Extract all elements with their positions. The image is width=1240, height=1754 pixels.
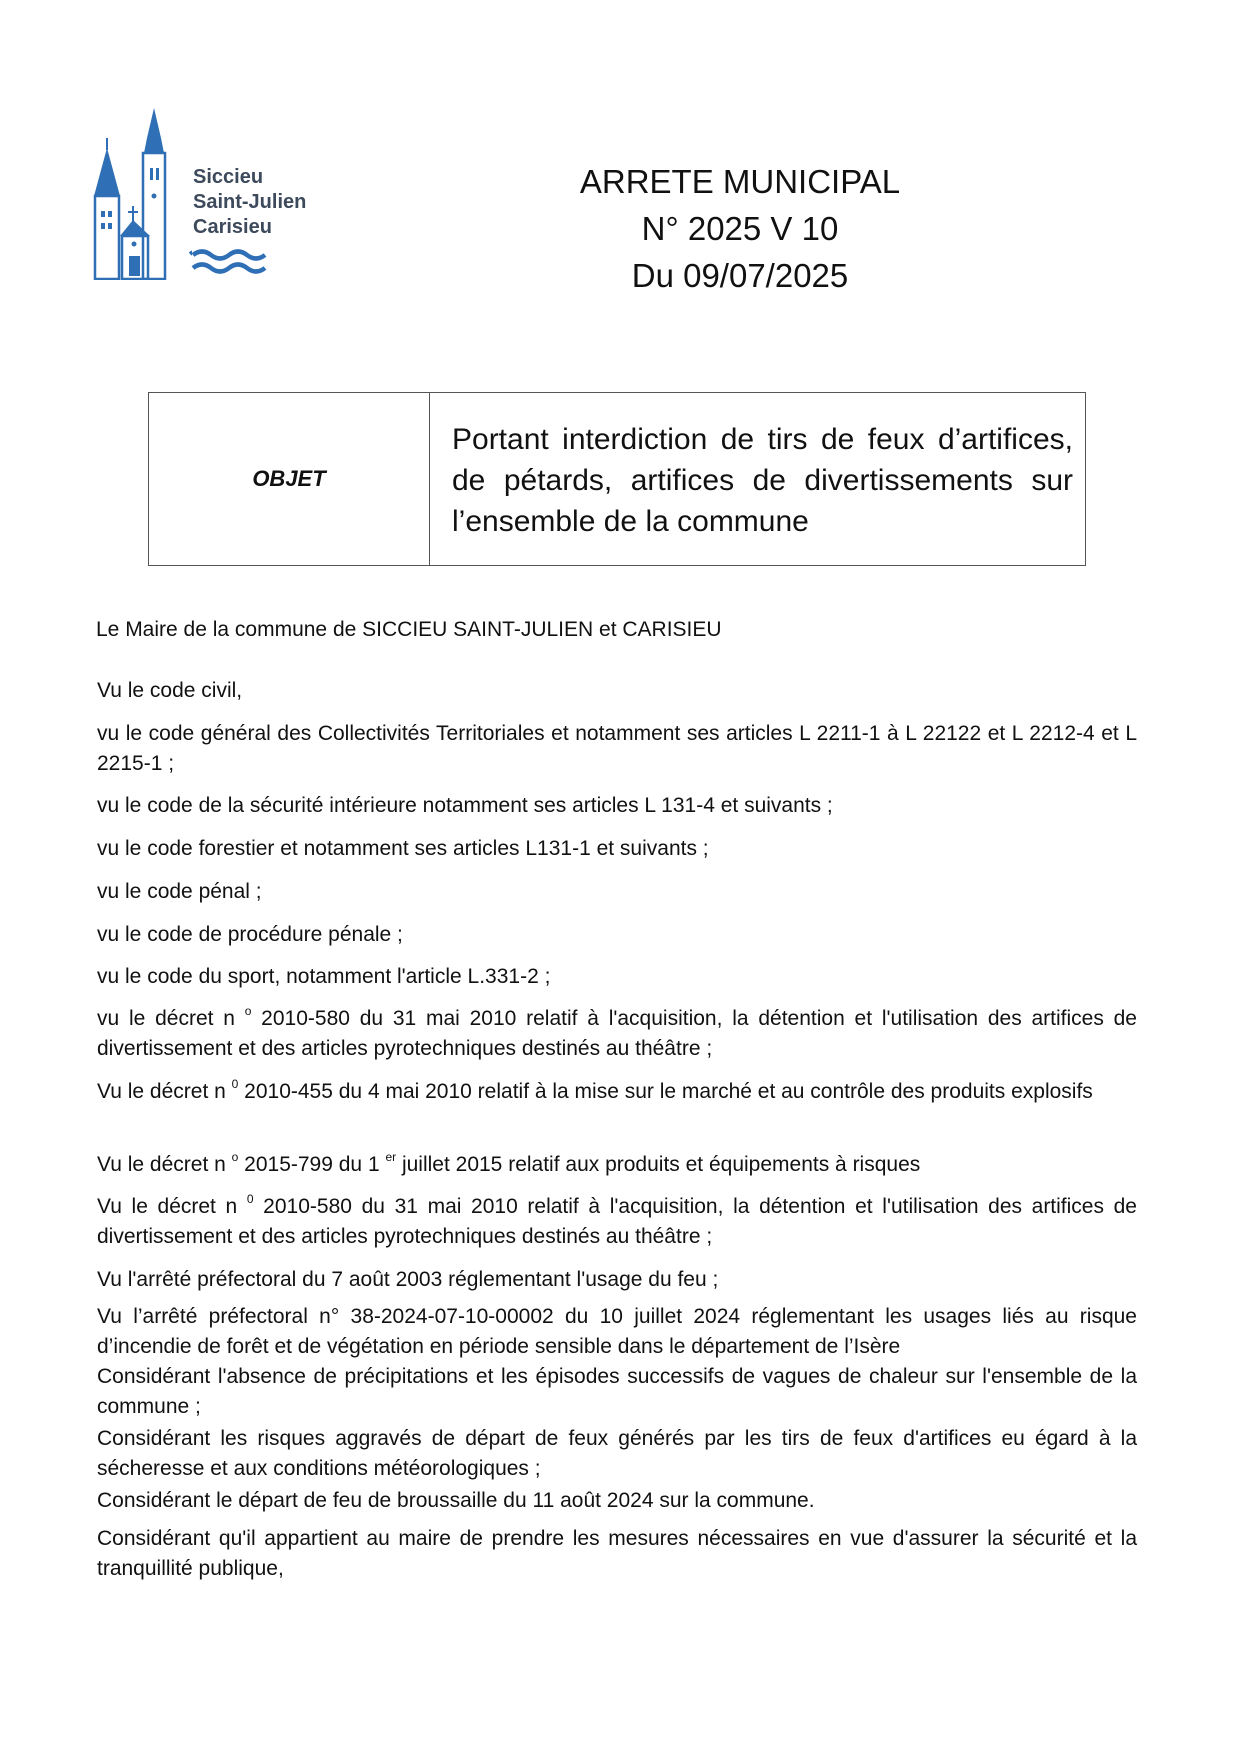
arrete-date: Du 09/07/2025 [631, 257, 849, 294]
visa-paragraph: vu le code général des Collectivités Territoriales et notamment ses articles L 2211-1 à L 22122 et L 2212-4 et L 2215-1 ; [97, 722, 1137, 775]
objet-text-cell [430, 393, 1085, 565]
objet-table [148, 392, 1086, 566]
logo-name-line-1: Siccieu [193, 166, 264, 188]
considerant-paragraph: Considérant qu'il appartient au maire de prendre les mesures nécessaires en vue d'assurer la sécurité et la tranquillité publique, [97, 1527, 1137, 1580]
logo-name-line-3: Carisieu [193, 216, 272, 238]
considerant-paragraph: Considérant l'absence de précipitations et les épisodes successifs de vagues de chaleur sur l'ensemble de la commune ; [97, 1365, 1137, 1418]
commune-logo [92, 108, 322, 283]
visa-paragraph: vu le code du sport, notamment l'article L.331-2 ; [97, 965, 551, 988]
visa-text: juillet 2015 relatif aux produits et équipements à risques [396, 1153, 921, 1176]
visa-text: 2010-580 du 31 mai 2010 relatif à l'acquisition, la détention et l'utilisation des artifices de divertissement et des articles pyrotechniques destinés au théâtre ; [97, 1007, 1137, 1060]
visa-sup: o [231, 1150, 239, 1164]
visa-paragraph [97, 1192, 1137, 1252]
visa-paragraph [97, 1150, 1137, 1180]
visa-text: Vu le décret n [97, 1080, 232, 1103]
visa-paragraph: vu le code forestier et notamment ses articles L131-1 et suivants ; [97, 837, 709, 860]
mayor-line: Le Maire de la commune de SICCIEU SAINT-JULIEN et CARISIEU [96, 618, 722, 641]
visa-paragraph: vu le code de procédure pénale ; [97, 923, 403, 946]
visa-text: Vu le décret n [97, 1153, 232, 1176]
visa-paragraph [97, 1077, 1137, 1107]
visa-sup: 0 [231, 1077, 239, 1091]
considerant-paragraph: Considérant le départ de feu de broussaille du 11 août 2024 sur la commune. [97, 1489, 815, 1512]
visa-text: Vu le décret n [97, 1195, 247, 1218]
visa-paragraph: Vu l'arrêté préfectoral du 7 août 2003 réglementant l'usage du feu ; [97, 1268, 719, 1291]
objet-text: Portant interdiction de tirs de feux d’artifices, de pétards, artifices de divertissements sur l’ensemble de la commune [452, 423, 1073, 538]
visa-paragraph: Vu le code civil, [97, 679, 243, 702]
considerant-paragraph: Considérant les risques aggravés de départ de feux générés par les tirs de feux d'artifices eu égard à la sécheresse et aux conditions météorologiques ; [97, 1427, 1137, 1480]
visa-text: 2015-799 du 1 [238, 1153, 386, 1176]
logo-name-line-2: Saint-Julien [193, 191, 307, 213]
visa-paragraph: vu le code de la sécurité intérieure notamment ses articles L 131-4 et suivants ; [97, 794, 833, 817]
arrete-title: ARRETE MUNICIPAL [579, 163, 901, 200]
visa-sup: o [244, 1004, 252, 1018]
visa-text: 2010-580 du 31 mai 2010 relatif à l'acquisition, la détention et l'utilisation des artifices de divertissement et des articles pyrotechniques destinés au théâtre ; [97, 1195, 1137, 1248]
objet-label-cell [149, 393, 430, 565]
visa-sup: er [385, 1150, 397, 1164]
visa-text: vu le décret n [97, 1007, 245, 1030]
visa-paragraph [97, 1004, 1137, 1064]
visa-sup: 0 [246, 1192, 254, 1206]
arrete-number: N° 2025 V 10 [641, 210, 839, 247]
visa-paragraph: vu le code pénal ; [97, 880, 262, 903]
arrete-header [530, 158, 950, 299]
objet-label: OBJET [252, 466, 326, 491]
visa-text: 2010-455 du 4 mai 2010 relatif à la mise sur le marché et au contrôle des produits explosifs [238, 1080, 1093, 1103]
visa-paragraph: Vu l’arrêté préfectoral n° 38-2024-07-10-00002 du 10 juillet 2024 réglementant les usages liés au risque d’incendie de forêt et de végétation en période sensible dans le département de l’Isère [97, 1305, 1137, 1358]
